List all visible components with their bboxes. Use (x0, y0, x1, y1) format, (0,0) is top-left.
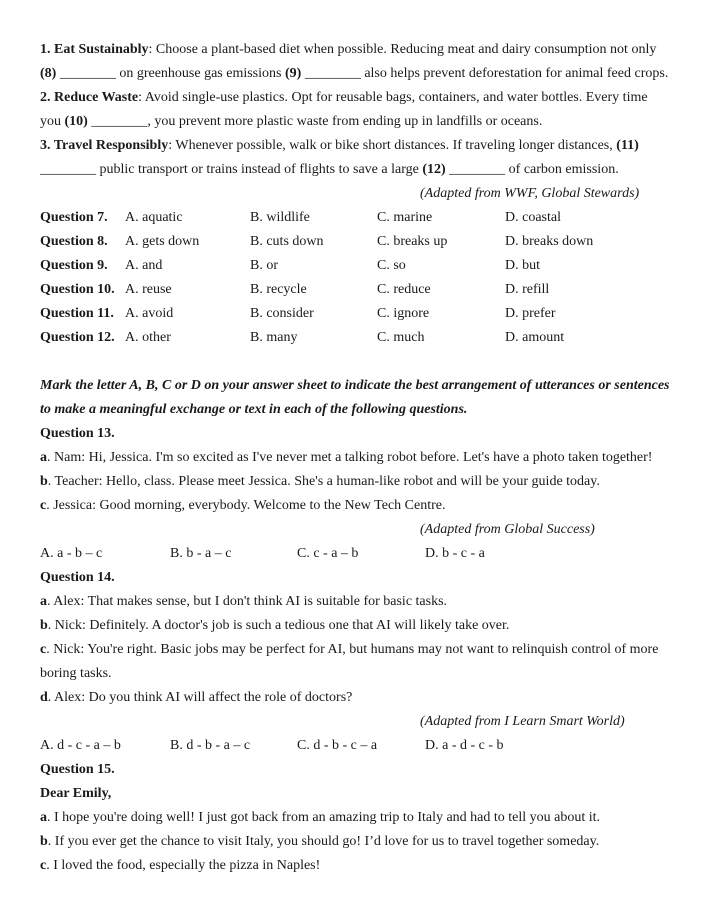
dialog-text: . Nick: You're right. Basic jobs may be perfect for AI, but humans may not want to relinquish control of more (46, 642, 659, 657)
blank-number-9: (9) (284, 66, 302, 81)
dialog-line (40, 830, 674, 854)
answer-option-c: C. so (377, 258, 406, 273)
dialog-line (40, 854, 674, 878)
passage-text: ________ public transport or trains instead of flights to save a large (40, 162, 423, 177)
question-13-header: Question 13. (40, 426, 115, 441)
answer-option-d: D. breaks down (505, 234, 594, 249)
passage-text: : Choose a plant-based diet when possible. Reducing meat and dairy consumption not only (148, 42, 657, 57)
answer-option-a: A. a - b – c (40, 546, 103, 561)
passage-text: you (40, 114, 65, 129)
section-instruction-line-1: Mark the letter A, B, C or D on your answer sheet to indicate the best arrangement of utterances or sentences (40, 378, 670, 393)
dialog-text: . Teacher: Hello, class. Please meet Jessica. She's a human-like robot and will be your guide today. (47, 474, 600, 489)
question-number-label: Question 10. (40, 282, 115, 297)
passage-text: ________, you prevent more plastic waste from ending up in landfills or oceans. (87, 114, 543, 129)
dialog-letter: c (40, 498, 47, 513)
answer-option-b: B. b - a – c (170, 546, 232, 561)
source-attribution-ilearn: (Adapted from I Learn Smart World) (420, 714, 625, 729)
question-row (40, 230, 674, 254)
passage-line-2 (40, 62, 674, 86)
answer-option-d: D. b - c - a (425, 546, 485, 561)
dialog-line (40, 446, 674, 470)
answer-option-d: D. coastal (505, 210, 561, 225)
answer-option-b: B. recycle (250, 282, 307, 297)
question-row (40, 254, 674, 278)
blank-number-8: (8) (40, 66, 57, 81)
arrangement-answer-row (40, 734, 674, 758)
question-number-label: Question 11. (40, 306, 114, 321)
dialog-line (40, 662, 674, 686)
answer-option-c: C. c - a – b (297, 546, 359, 561)
question-number-label: Question 7. (40, 210, 108, 225)
passage-text: : Whenever possible, walk or bike short distances. If traveling longer distances, (168, 138, 617, 153)
section-instruction-line-2: to make a meaningful exchange or text in each of the following questions. (40, 402, 468, 417)
passage-text: ________ of carbon emission. (445, 162, 619, 177)
answer-option-b: B. wildlife (250, 210, 310, 225)
answer-option-a: A. gets down (125, 234, 200, 249)
question-14-utterances (40, 590, 674, 710)
answer-option-d: D. amount (505, 330, 565, 345)
question-15-sentences (40, 806, 674, 878)
answer-option-b: B. consider (250, 306, 314, 321)
answer-option-a: A. avoid (125, 306, 174, 321)
blank-number-10: (10) (64, 114, 88, 129)
dialog-text: . I hope you're doing well! I just got back from an amazing trip to Italy and had to tell you about it. (47, 810, 601, 825)
answer-option-c: C. marine (377, 210, 433, 225)
dialog-line (40, 806, 674, 830)
answer-option-b: B. d - b - a – c (170, 738, 251, 753)
questions-7-12-block (40, 206, 674, 350)
answer-option-d: D. refill (505, 282, 550, 297)
tip-3-heading: 3. Travel Responsibly (40, 138, 169, 153)
dialog-line (40, 494, 674, 518)
dialog-letter: c (40, 858, 47, 873)
answer-option-c: C. reduce (377, 282, 431, 297)
passage-line-3 (40, 86, 674, 110)
question-13-answer-row (40, 542, 674, 566)
answer-option-a: A. other (125, 330, 171, 345)
answer-option-d: D. a - d - c - b (425, 738, 504, 753)
passage-line-1 (40, 38, 674, 62)
question-15-header: Question 15. (40, 762, 115, 777)
dialog-letter: c (40, 642, 47, 657)
answer-option-c: C. breaks up (377, 234, 448, 249)
question-number-label: Question 9. (40, 258, 108, 273)
dialog-text: . If you ever get the chance to visit Italy, you should go! I’d love for us to travel together someday. (47, 834, 600, 849)
question-row (40, 302, 674, 326)
answer-option-b: B. many (250, 330, 298, 345)
answer-option-c: C. ignore (377, 306, 430, 321)
dialog-line (40, 686, 674, 710)
tip-2-heading: 2. Reduce Waste (40, 90, 139, 105)
blank-line (40, 350, 674, 374)
question-14-header: Question 14. (40, 570, 115, 585)
dialog-text: boring tasks. (40, 666, 112, 681)
question-row (40, 206, 674, 230)
passage-text: ________ also helps prevent deforestation for animal feed crops. (301, 66, 669, 81)
passage-line-4 (40, 110, 674, 134)
dialog-text: . Alex: That makes sense, but I don't think AI is suitable for basic tasks. (47, 594, 448, 609)
dialog-letter: a (40, 594, 47, 609)
dialog-text: . Nam: Hi, Jessica. I'm so excited as I've never met a talking robot before. Let's have a photo taken together! (47, 450, 653, 465)
letter-salutation: Dear Emily, (40, 786, 112, 801)
passage-text: : Avoid single-use plastics. Opt for reusable bags, containers, and water bottles. Every time (138, 90, 648, 105)
answer-option-a: A. reuse (125, 282, 172, 297)
tip-1-heading: 1. Eat Sustainably (40, 42, 149, 57)
source-attribution-wwf: (Adapted from WWF, Global Stewards) (420, 186, 640, 201)
arrangement-answer-row (40, 542, 674, 566)
answer-option-d: D. prefer (505, 306, 556, 321)
answer-option-b: B. or (250, 258, 278, 273)
dialog-text: . Jessica: Good morning, everybody. Welcome to the New Tech Centre. (46, 498, 446, 513)
question-row (40, 278, 674, 302)
dialog-text: . Alex: Do you think AI will affect the role of doctors? (47, 690, 353, 705)
question-13-utterances (40, 446, 674, 518)
dialog-line (40, 470, 674, 494)
dialog-letter: b (40, 618, 48, 633)
dialog-text: . I loved the food, especially the pizza in Naples! (46, 858, 321, 873)
answer-option-a: A. aquatic (125, 210, 183, 225)
passage-line-6 (40, 158, 674, 182)
dialog-letter: b (40, 834, 48, 849)
dialog-line (40, 638, 674, 662)
dialog-text: . Nick: Definitely. A doctor's job is such a tedious one that AI will likely take over. (47, 618, 510, 633)
answer-option-a: A. d - c - a – b (40, 738, 121, 753)
blank-number-11: (11) (616, 138, 639, 153)
dialog-letter: b (40, 474, 48, 489)
question-14-answer-row (40, 734, 674, 758)
answer-option-a: A. and (125, 258, 163, 273)
passage-line-5 (40, 134, 674, 158)
answer-option-c: C. d - b - c – a (297, 738, 378, 753)
passage-text: ________ on greenhouse gas emissions (56, 66, 285, 81)
question-number-label: Question 12. (40, 330, 115, 345)
dialog-line (40, 590, 674, 614)
question-row (40, 326, 674, 350)
blank-number-12: (12) (422, 162, 446, 177)
dialog-line (40, 614, 674, 638)
question-number-label: Question 8. (40, 234, 108, 249)
source-attribution-global-success: (Adapted from Global Success) (420, 522, 595, 537)
answer-option-b: B. cuts down (250, 234, 324, 249)
dialog-letter: a (40, 810, 47, 825)
answer-option-c: C. much (377, 330, 425, 345)
dialog-letter: a (40, 450, 47, 465)
answer-option-d: D. but (505, 258, 540, 273)
dialog-letter: d (40, 690, 48, 705)
